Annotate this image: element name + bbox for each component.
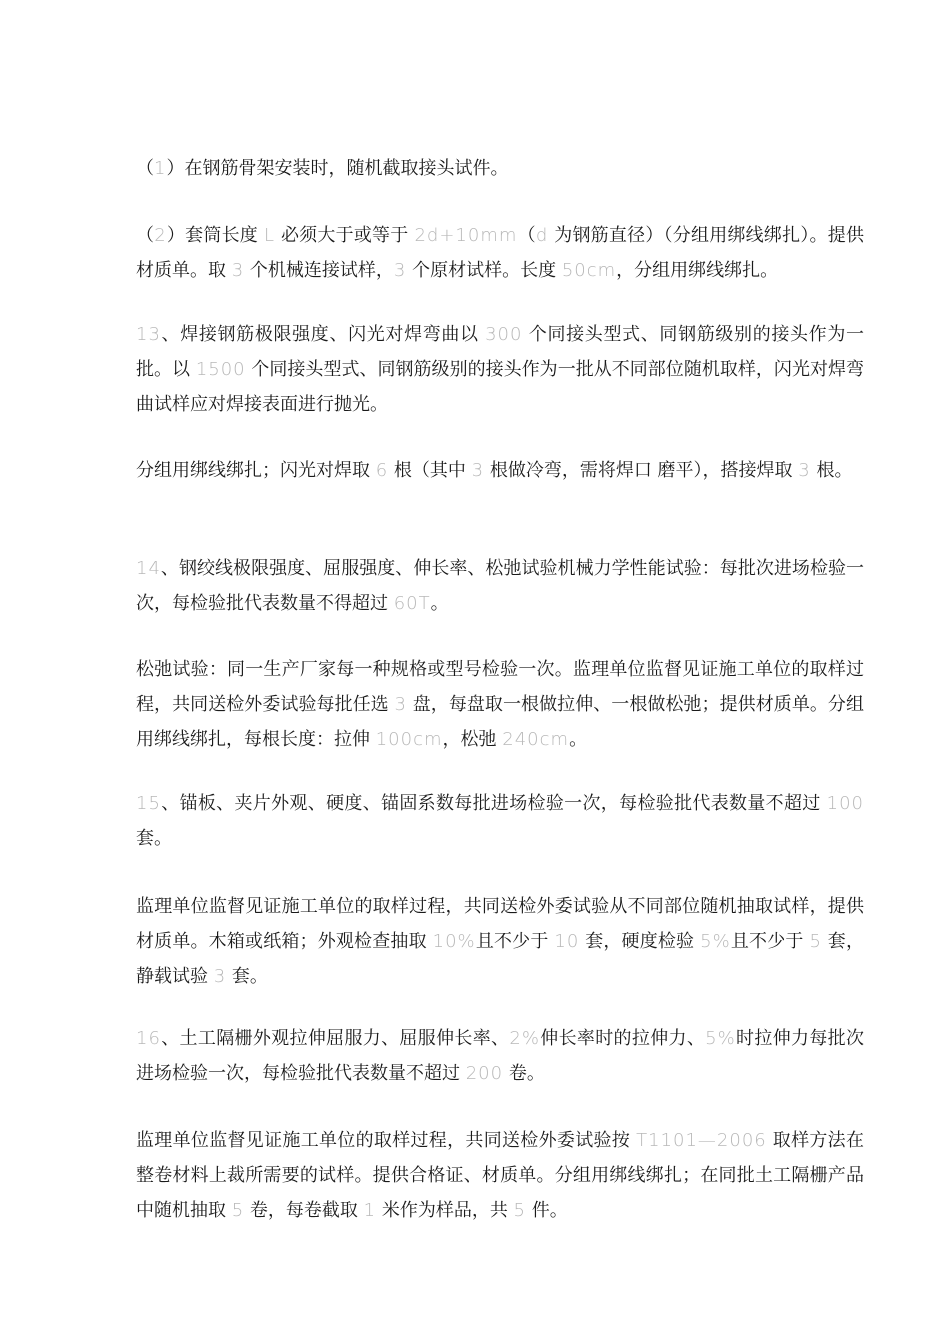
text-segment: （ [136,158,154,179]
numeric-value: 10% [432,931,476,952]
text-segment: 、焊接钢筋极限强度、闪光对焊弯曲以 [160,324,486,345]
numeric-value: 16 [136,1028,161,1049]
numeric-value: 3 [394,694,407,715]
text-segment: 且不少于 [730,931,810,952]
paragraph-3 [136,317,864,422]
numeric-value: 5 [513,1200,526,1221]
numeric-value: 5% [705,1028,736,1049]
numeric-value: 5% [700,931,731,952]
text-segment: 根做冷弯，需将焊口 磨平），搭接焊取 [484,460,799,481]
text-segment: 个原材试样。长度 [406,260,562,281]
text-segment: 个机械连接试样， [244,260,394,281]
text-segment: 、钢绞线极限强度、屈服强度、伸长率、松弛试验机械力学性能试验：每批次进场检验一次，每检验批代表数量不得超过 [136,558,864,614]
numeric-value: 3 [393,260,407,281]
text-segment: 米作为样品，共 [376,1200,514,1221]
text-segment: 分组用绑线绑扎；闪光对焊取 [136,460,376,481]
text-segment: 卷。 [503,1063,545,1084]
text-segment: 个同接头型式、同钢筋级别的接头作为一批从不同部位随机取样，闪光对焊弯曲试样应对焊接表面进行抛光。 [136,359,865,415]
numeric-value: 200 [465,1063,504,1084]
text-segment: 监理单位监督见证施工单位的取样过程，共同送检外委试验从不同部位随机抽取试样，提供材质单。木箱或纸箱；外观检查抽取 [136,896,864,952]
numeric-value: 15 [136,793,161,814]
numeric-value: 60T [393,593,431,614]
text-segment: 监理单位监督见证施工单位的取样过程，共同送检外委试验按 [136,1130,637,1151]
numeric-value: 5 [809,931,822,952]
text-segment: ，分组用绑线绑扎。 [616,260,779,281]
paragraph-7 [136,786,864,856]
numeric-value: 1500 [195,359,246,380]
text-segment: 取样方法在整卷材料上裁所需要的试样。提供合格证、材质单。分组用绑线绑扎；在同批土工隔栅产品中随机抽取 [136,1130,864,1221]
paragraph-5 [136,551,864,621]
text-segment: 件。 [526,1200,568,1221]
numeric-value: L [263,225,275,246]
numeric-value: 5 [231,1200,245,1221]
paragraph-10 [136,1123,864,1228]
text-segment: 时拉伸力每批次进场检验一次，每检验批代表数量不超过 [136,1028,864,1084]
text-segment: 根。 [810,460,853,481]
text-segment: 、土工隔栅外观拉伸屈服力、屈服伸长率、 [160,1028,510,1049]
numeric-value: 3 [471,460,485,481]
text-segment: 为钢筋直径）（分组用绑线绑扎）。提供材质单。取 [136,225,864,281]
text-segment: 盘，每盘取一根做拉伸、一根做松弛；提供材质单。分组用绑线绑扎，每根长度：拉伸 [136,694,864,750]
text-segment: 伸长率时的拉伸力、 [539,1028,706,1049]
numeric-value: 300 [485,324,523,345]
text-segment: 根（其中 [388,460,472,481]
numeric-value: 100 [826,793,864,814]
numeric-value: 2% [509,1028,540,1049]
text-segment: 套，静载试验 [136,931,864,987]
numeric-value: 240cm [502,729,570,750]
numeric-value: d [535,225,549,246]
text-segment: 套。 [226,966,268,987]
text-segment: 必须大于或等于 [275,225,415,246]
text-segment: （ [136,225,155,246]
text-segment: 且不少于 [475,931,555,952]
numeric-value: 13 [136,324,161,345]
text-segment: 。 [430,593,449,614]
paragraph-1 [136,151,864,186]
numeric-value: 6 [375,460,389,481]
paragraph-9 [136,1021,864,1091]
numeric-value: 3 [231,260,245,281]
numeric-value: 2d+10mm [414,225,518,246]
numeric-value: 100cm [375,729,443,750]
numeric-value: 14 [136,558,161,579]
text-segment: 套，硬度检验 [579,931,701,952]
numeric-value: 10 [554,931,580,952]
text-segment: 套。 [136,828,172,849]
paragraph-6 [136,652,864,757]
text-segment: 、锚板、夹片外观、硬度、锚固系数每批进场检验一次，每检验批代表数量不超过 [160,793,827,814]
numeric-value: 3 [213,966,227,987]
paragraph-2 [136,218,864,288]
numeric-value: 2 [154,225,167,246]
text-segment: 松弛试验：同一生产厂家每一种规格或型号检验一次。监理单位监督见证施工单位的取样过程，共同送检外委试验每批任选 [136,659,864,715]
text-segment: ）套筒长度 [166,225,264,246]
paragraph-4 [136,453,864,488]
numeric-value: 1 [154,158,167,179]
numeric-value: T1101—2006 [636,1130,767,1151]
numeric-value: 50cm [561,260,617,281]
text-segment: ）在钢筋骨架安装时，随机截取接头试件。 [166,158,509,179]
numeric-value: 1 [363,1200,377,1221]
paragraph-8 [136,889,864,994]
text-segment: 个同接头型式、同钢筋级别的接头作为一批。以 [136,324,864,380]
numeric-value: 3 [798,460,811,481]
text-segment: 。 [569,729,588,750]
text-segment: ，松弛 [442,729,503,750]
text-segment: （ [517,225,536,246]
text-segment: 卷，每卷截取 [244,1200,364,1221]
